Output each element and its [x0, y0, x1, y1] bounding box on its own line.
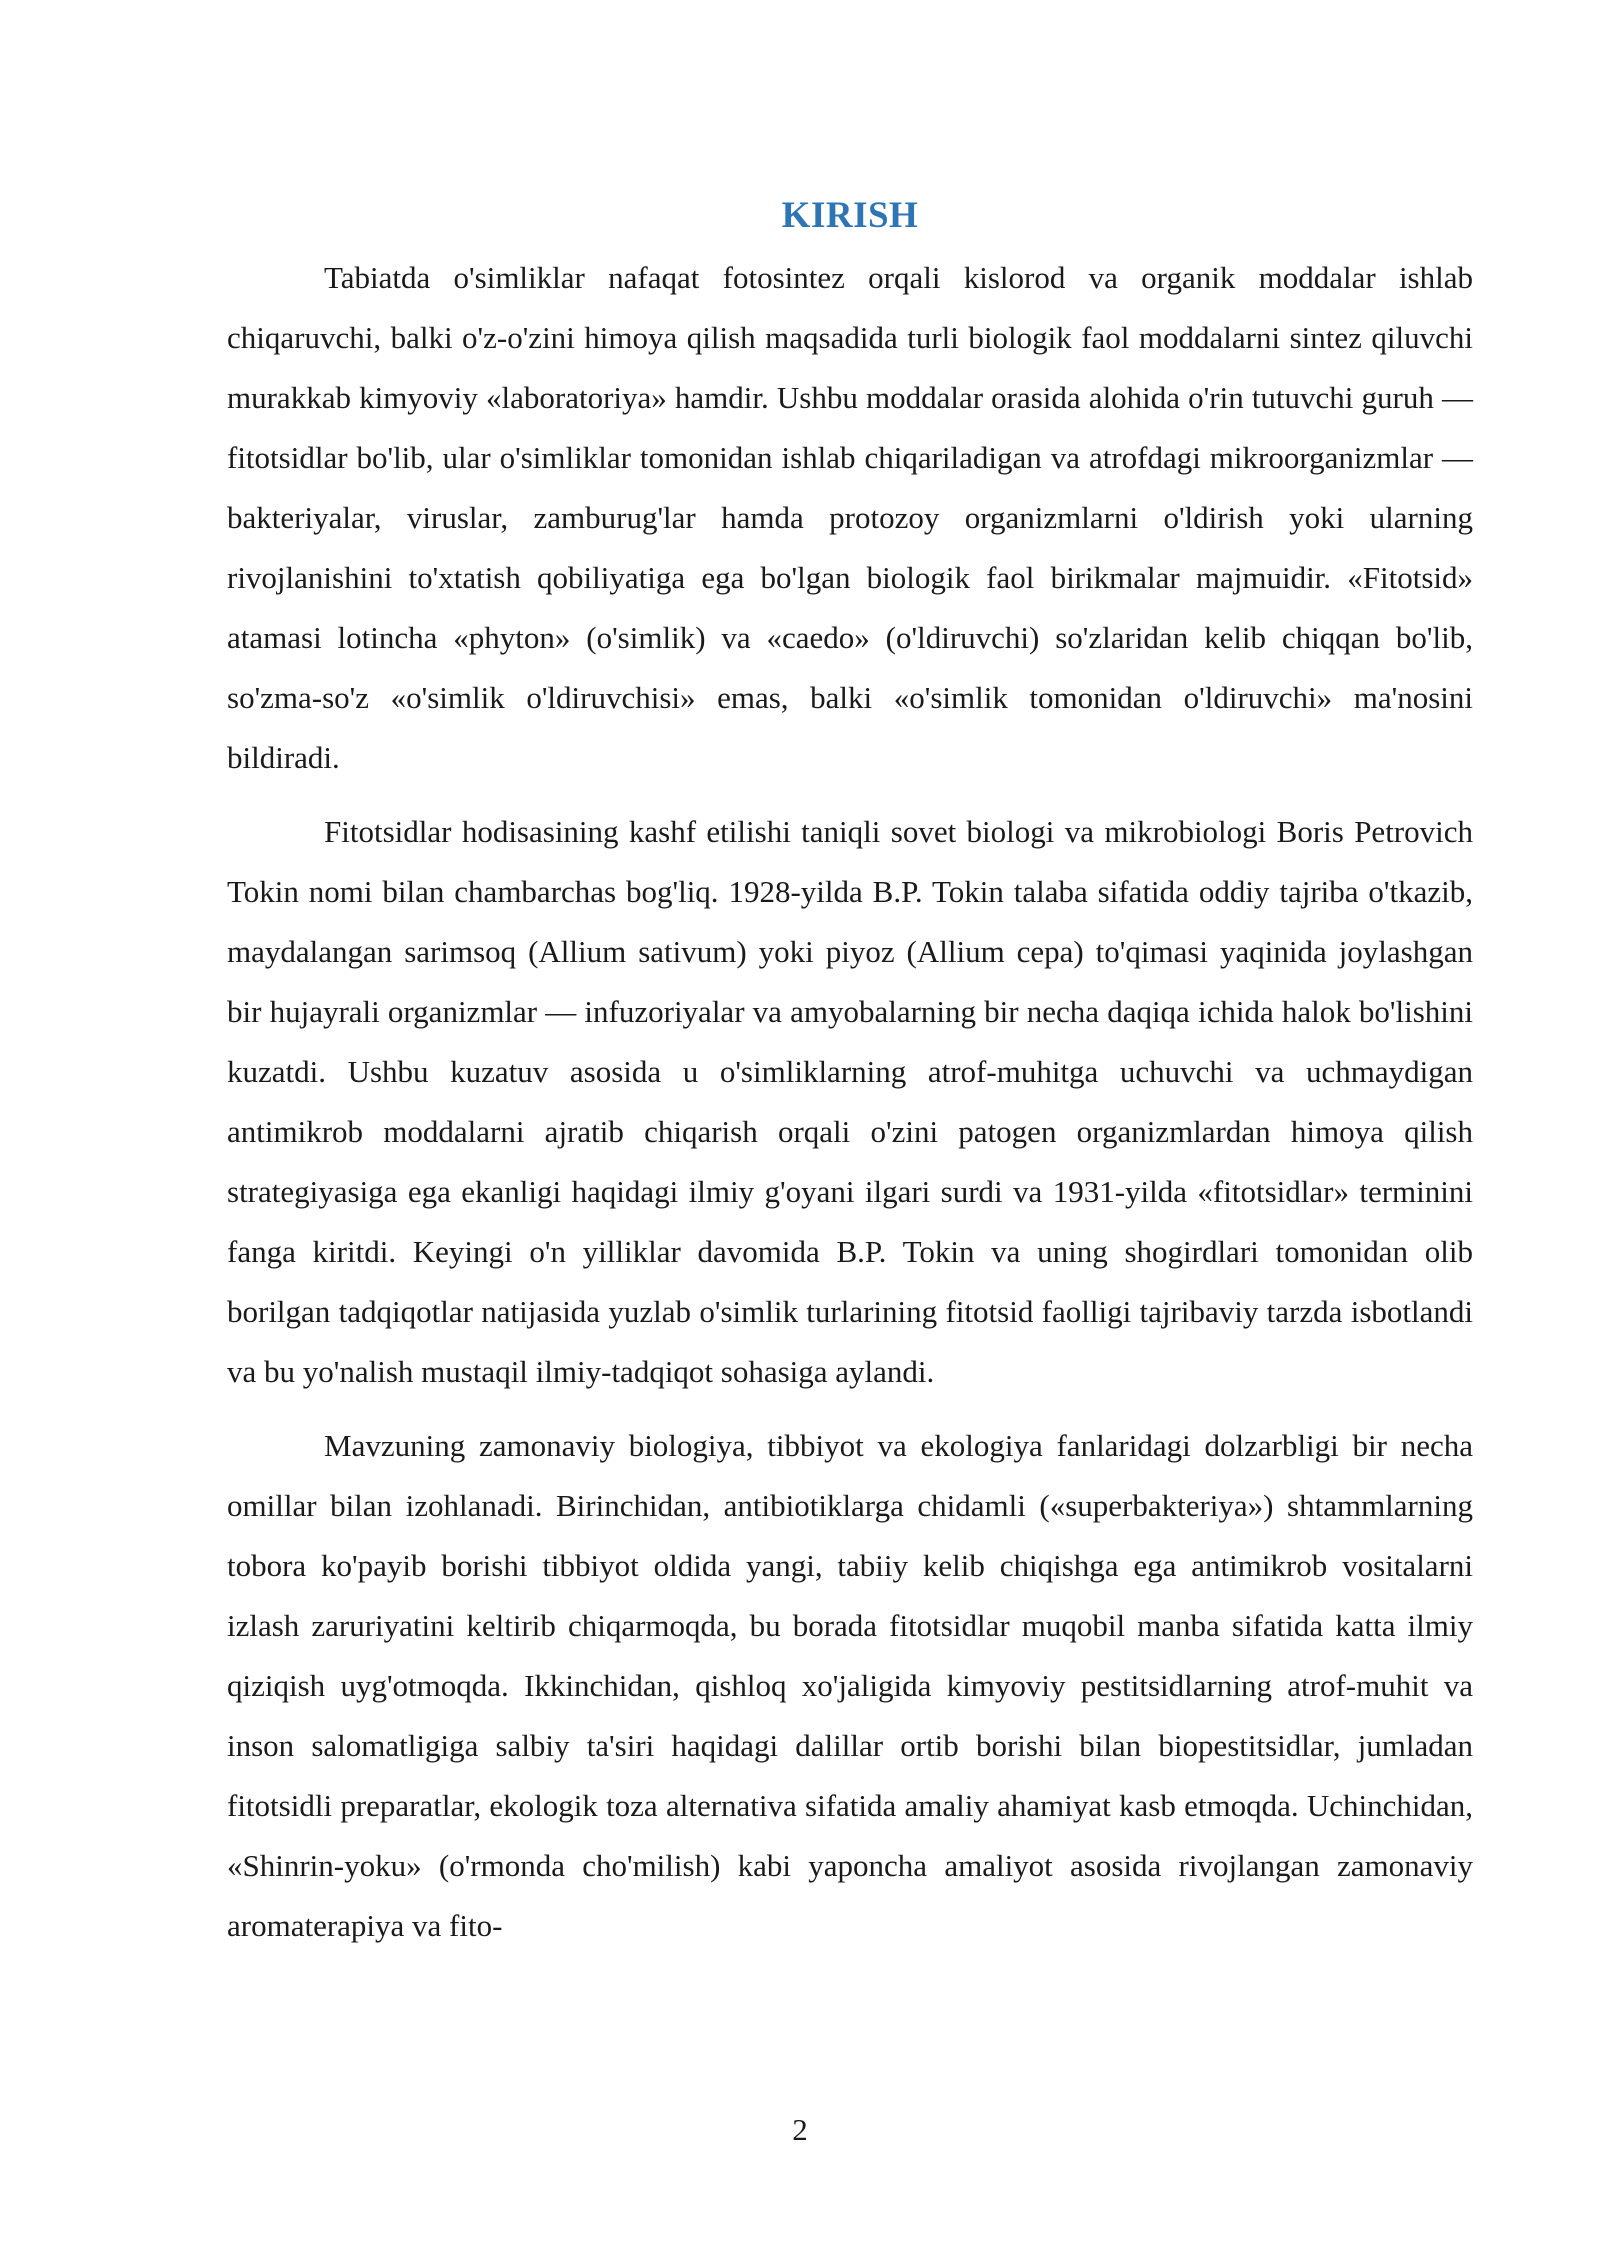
paragraph-relevance: Mavzuning zamonaviy biologiya, tibbiyot va ekologiya fanlaridagi dolzarbligi bir necha omillar bilan izohlanadi. Birinchidan, antibiotiklarga chidamli («superbakteriya») shtammlarning tobora ko'payib borishi tibbiyot oldida yangi, tabiiy kelib chiqishga ega antimikrob vositalarni izlash zaruriyatini keltirib chiqarmoqda, bu borada fitotsidlar muqobil manba sifatida katta ilmiy qiziqish uyg'otmoqda. Ikkinchidan, qishloq xo'jaligida kimyoviy pestitsidlarning atrof-muhit va inson salomatligiga salbiy ta'siri haqidagi dalillar ortib borishi bilan biopestitsidlar, jumladan fitotsidli preparatlar, ekologik toza alternativa sifatida amaliy ahamiyat kasb etmoqda. Uchinchidan, «Shinrin-yoku» (o'rmonda cho'milish) kabi yaponcha amaliyot asosida rivojlangan zamonaviy aromaterapiya va fito- [227, 1428, 1473, 1943]
page-number: 2 [792, 2112, 808, 2147]
paragraph-intro: Tabiatda o'simliklar nafaqat fotosintez orqali kislorod va organik moddalar ishlab chiqaruvchi, balki o'z-o'zini himoya qilish maqsadida turli biologik faol moddalarni sintez qiluvchi murakkab kimyoviy «laboratoriya» hamdir. Ushbu moddalar orasida alohida o'rin tutuvchi guruh — fitotsidlar bo'lib, ular o'simliklar tomonidan ishlab chiqariladigan va atrofdagi mikroorganizmlar — bakteriyalar, viruslar, zamburug'lar hamda protozoy organizmlarni o'ldirish yoki ularning rivojlanishini to'xtatish qobiliyatiga ega bo'lgan biologik faol birikmalar majmuidir. «Fitotsid» atamasi lotincha «phyton» (o'simlik) va «caedo» (o'ldiruvchi) so'zlaridan kelib chiqqan bo'lib, so'zma-so'z «o'simlik o'ldiruvchisi» emas, balki «o'simlik tomonidan o'ldiruvchi» ma'nosini bildiradi. [227, 260, 1473, 775]
paragraph-discovery: Fitotsidlar hodisasining kashf etilishi taniqli sovet biologi va mikrobiologi Boris Petrovich Tokin nomi bilan chambarchas bog'liq. 1928-yilda B.P. Tokin talaba sifatida oddiy tajriba o'tkazib, maydalangan sarimsoq (Allium sativum) yoki piyoz (Allium cepa) to'qimasi yaqinida joylashgan bir hujayrali organizmlar — infuzoriyalar va amyobalarning bir necha daqiqa ichida halok bo'lishini kuzatdi. Ushbu kuzatuv asosida u o'simliklarning atrof-muhitga uchuvchi va uchmaydigan antimikrob moddalarni ajratib chiqarish orqali o'zini patogen organizmlardan himoya qilish strategiyasiga ega ekanligi haqidagi ilmiy g'oyani ilgari surdi va 1931-yilda «fitotsidlar» terminini fanga kiritdi. Keyingi o'n yilliklar davomida B.P. Tokin va uning shogirdlari tomonidan olib borilgan tadqiqotlar natijasida yuzlab o'simlik turlarining fitotsid faolligi tajribaviy tarzda isbotlandi va bu yo'nalish mustaqil ilmiy-tadqiqot sohasiga aylandi. [227, 814, 1473, 1389]
page-content [227, 190, 1473, 1970]
section-heading: KIRISH [781, 195, 919, 236]
